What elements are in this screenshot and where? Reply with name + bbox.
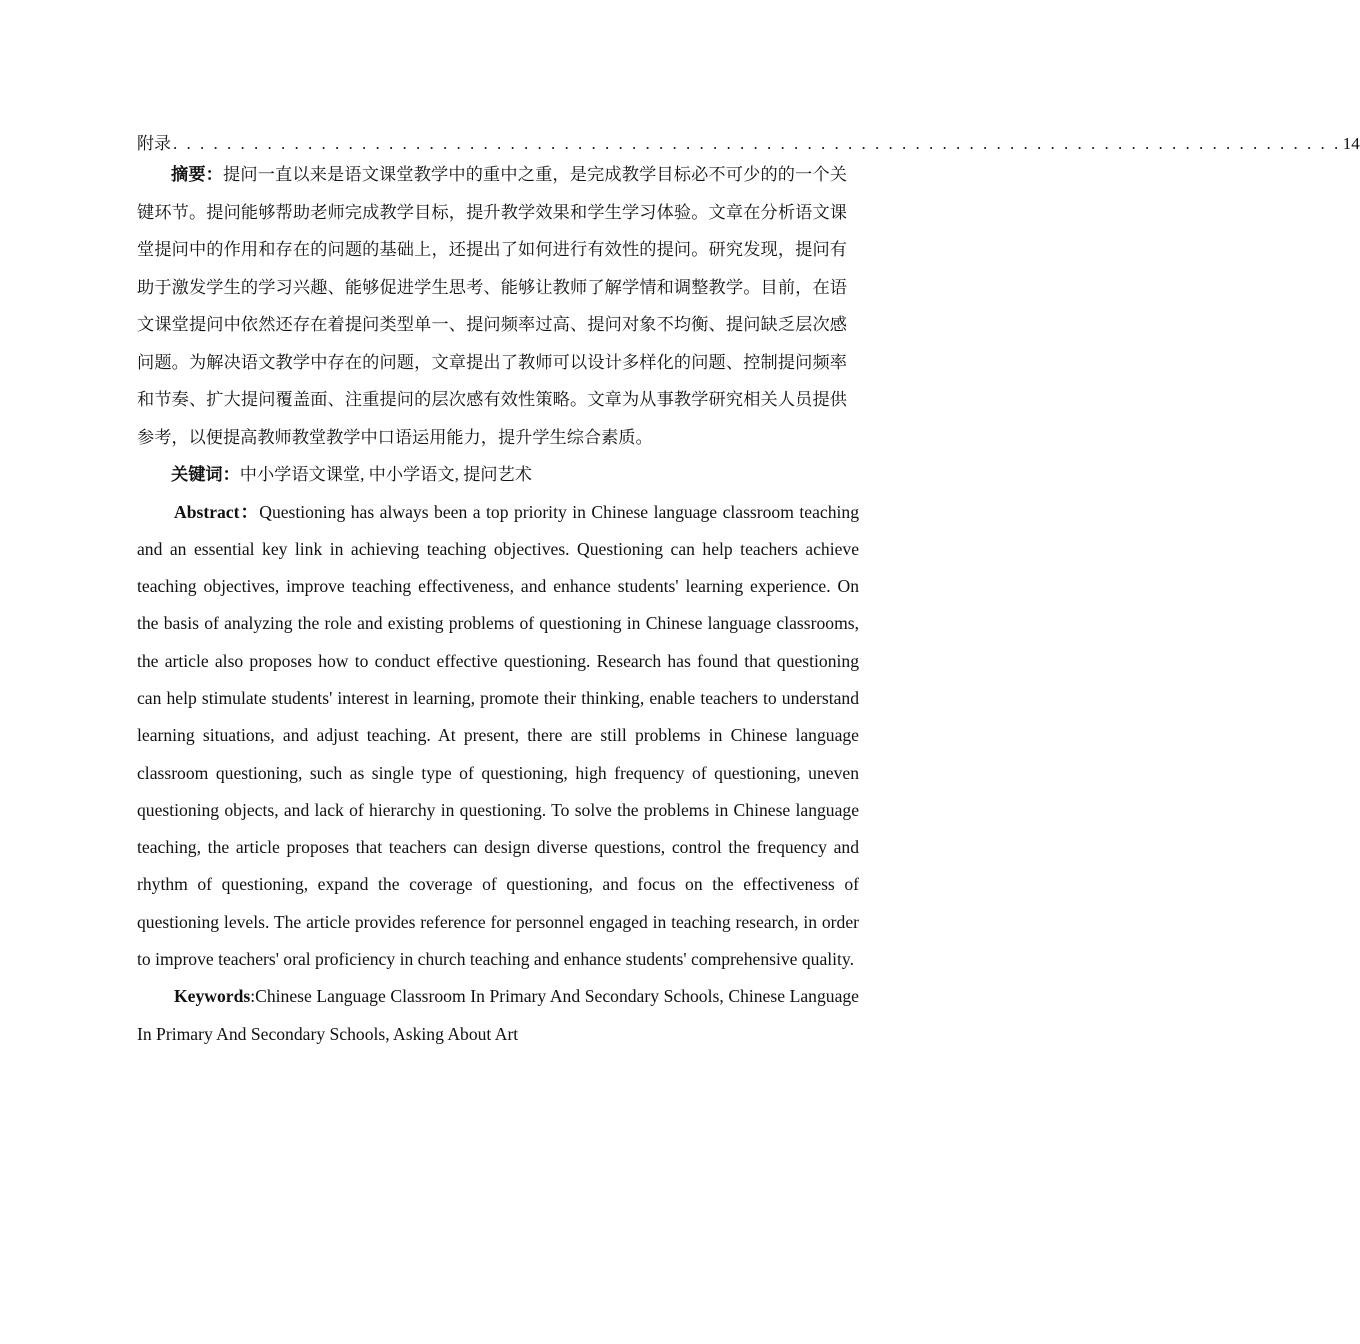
toc-leader-dots: . . . . . . . . . . . . . . . . . . . . . . . . . . . . . . . . . . . . . . . . . . . . . . . . . . . . . . . . . . . . . . . . . . . . . . . . . . . . . . . . . . . . . . . <box>173 134 1341 153</box>
abstract-chinese <box>137 156 847 456</box>
keywords-english-label: Keywords <box>174 986 251 1007</box>
keywords-chinese-text: 中小学语文课堂, 中小学语文, 提问艺术 <box>239 465 532 484</box>
keywords-chinese-label: 关键词： <box>171 465 240 484</box>
keywords-chinese <box>137 456 859 494</box>
abstract-chinese-text: 提问一直以来是语文课堂教学中的重中之重，是完成教学目标必不可少的的一个关键环节。提问能够帮助老师完成教学目标，提升教学效果和学生学习体验。文章在分析语文课堂提问中的作用和存在的问题的基础上，还提出了如何进行有效性的提问。研究发现，提问有助于激发学生的学习兴趣、能够促进学生思考、能够让教师了解学情和调整教学。目前，在语文课堂提问中依然还存在着提问类型单一、提问频率过高、提问对象不均衡、提问缺乏层次感问题。为解决语文教学中存在的问题，文章提出了教师可以设计多样化的问题、控制提问频率和节奏、扩大提问覆盖面、注重提问的层次感有效性策略。文章为从事教学研究相关人员提供参考，以便提高教师教堂教学中口语运用能力，提升学生综合素质。 <box>137 165 847 447</box>
document-page <box>137 132 1360 1053</box>
abstract-chinese-label: 摘要： <box>171 165 224 184</box>
abstract-english-text: Questioning has always been a top priority in Chinese language classroom teaching and an essential key link in achieving teaching objectives. Questioning can help teachers achieve teaching objectives, improve teaching effectiveness, and enhance students' learning experience. On the basis of analyzing the role and existing problems of questioning in Chinese language classrooms, the article also proposes how to conduct effective questioning. Research has found that questioning can help stimulate students' interest in learning, promote their thinking, enable teachers to understand learning situations, and adjust teaching. At present, there are still problems in Chinese language classroom questioning, such as single type of questioning, high frequency of questioning, uneven questioning objects, and lack of hierarchy in questioning. To solve the problems in Chinese language teaching, the article proposes that teachers can design diverse questions, control the frequency and rhythm of questioning, expand the coverage of questioning, and focus on the effectiveness of questioning levels. The article provides reference for personnel engaged in teaching research, in order to improve teachers' oral proficiency in church teaching and enhance students' comprehensive quality. <box>137 501 859 970</box>
toc-label: 附录 <box>137 134 171 153</box>
abstract-english-label: Abstract： <box>174 501 260 522</box>
keywords-english-text: :Chinese Language Classroom In Primary And Secondary Schools, Chinese Language In Primary And Secondary Schools, Asking About Art <box>137 986 859 1044</box>
toc-entry-appendix[interactable] <box>137 132 1360 156</box>
abstract-english <box>137 494 859 979</box>
keywords-english <box>137 978 859 1053</box>
toc-page-number: 14 <box>1342 134 1360 153</box>
